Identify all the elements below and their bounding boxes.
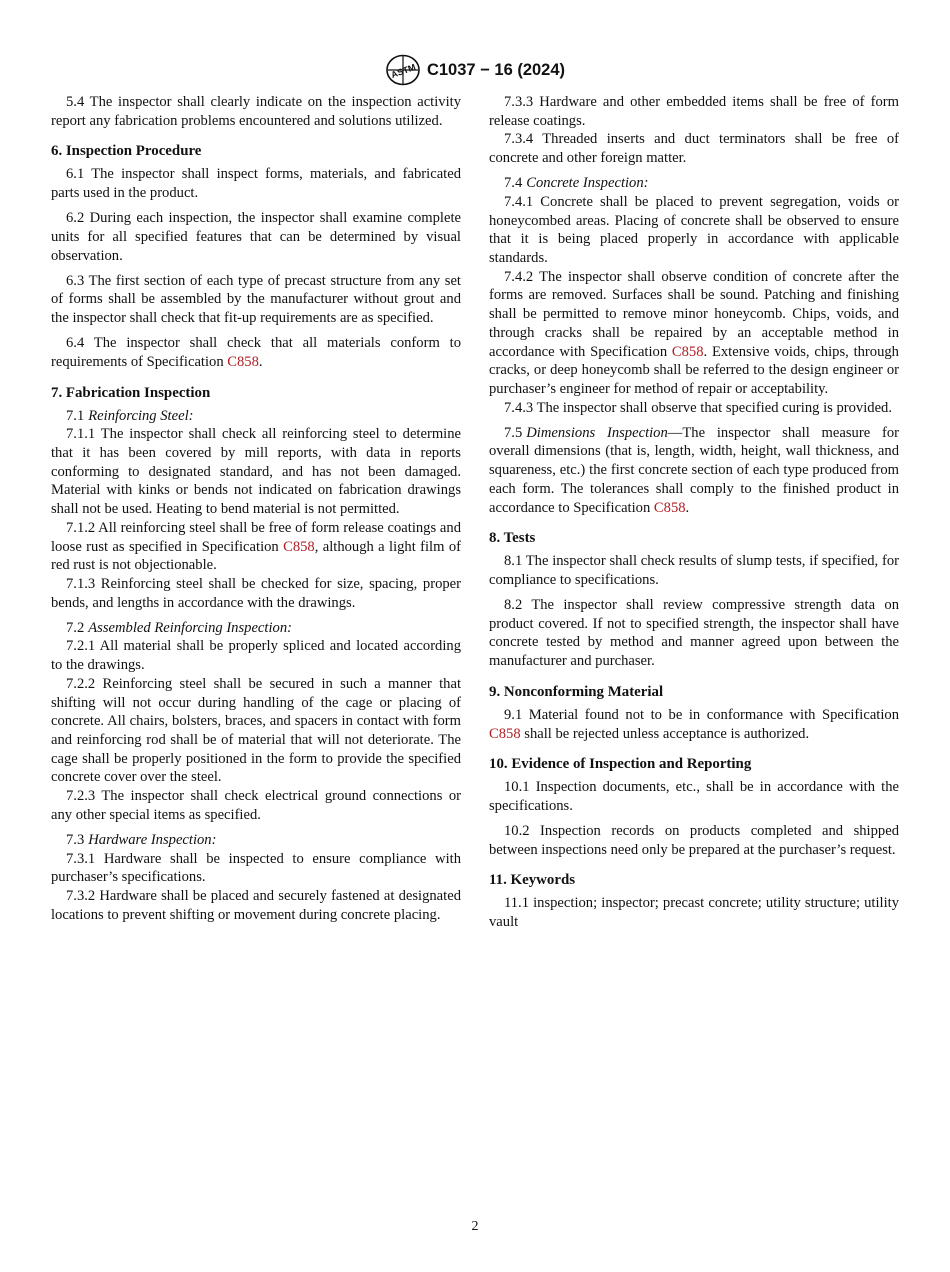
document-designation: C1037 − 16 (2024) — [426, 60, 566, 79]
paragraph-7-1 — [51, 407, 461, 426]
c858-link[interactable]: C858 — [671, 343, 704, 360]
paragraph-7-1-3: 7.1.3 Reinforcing steel shall be checked for size, spacing, proper bends, and lengths in accordance with the drawings. — [51, 575, 461, 611]
paragraph-8-1: 8.1 The inspector shall check results of slump tests, if specified, for compliance to specifications. — [489, 553, 899, 588]
paragraph-10-2: 10.2 Inspection records on products completed and shipped between inspections need only be prepared at the purchaser’s request. — [489, 823, 899, 858]
paragraph-7-4-number: 7.4 — [504, 175, 523, 192]
paragraph-7-3-title: Hardware Inspection: — [88, 831, 217, 848]
c858-link[interactable]: C858 — [283, 538, 315, 555]
paragraph-9-1 — [489, 706, 899, 743]
paragraph-7-4-2-end: . Extensive voids, chips, through cracks, or deep honeycomb shall be referred to the design engineer or purchaser’s engineer for method of repair or acceptability. — [489, 343, 899, 397]
c858-link[interactable]: C858 — [489, 725, 521, 742]
paragraph-7-4-title: Concrete Inspection: — [526, 175, 649, 192]
paragraph-7-1-title: Reinforcing Steel: — [88, 407, 194, 424]
paragraph-8-2: 8.2 The inspector shall review compressive strength data on product covered. If not to specified strength, the inspector shall have concrete tested by method and manner agreed upon between the manufacturer and purchaser. — [489, 597, 899, 670]
paragraph-7-1-number: 7.1 — [66, 407, 85, 424]
paragraph-7-1-2-end: , although a light film of red rust is not objectionable. — [51, 538, 461, 574]
paragraph-7-3-3: 7.3.3 Hardware and other embedded items shall be free of form release coatings. — [489, 94, 899, 129]
paragraph-7-3-4: 7.3.4 Threaded inserts and duct terminators shall be free of concrete and other foreign matter. — [489, 131, 899, 167]
section-6-heading: 6. Inspection Procedure — [51, 143, 202, 160]
paragraph-7-4-2 — [489, 268, 899, 399]
paragraph-7-4 — [489, 174, 899, 193]
paragraph-9-1-end: shall be rejected unless acceptance is authorized. — [520, 725, 810, 742]
paragraph-7-5 — [489, 424, 899, 518]
paragraph-7-3-1: 7.3.1 Hardware shall be inspected to ensure compliance with purchaser’s specifications. — [51, 850, 461, 886]
paragraph-7-3-2: 7.3.2 Hardware shall be placed and securely fastened at designated locations to prevent shifting or movement during concrete placing. — [51, 887, 461, 923]
paragraph-7-2-2: 7.2.2 Reinforcing steel shall be secured in such a manner that shifting will not occur during handling of the cage or placing of concrete. All chairs, bolsters, braces, and spacers in contact with form and reinforcing rod shall be of material that will not deteriorate. The cage shall be properly positioned in the form to provide the specified concrete cover over the steel. — [51, 675, 461, 786]
section-11-heading: 11. Keywords — [489, 872, 576, 889]
paragraph-7-2-1: 7.2.1 All material shall be properly spliced and located according to the drawings. — [51, 638, 461, 674]
page-header — [0, 52, 950, 88]
c858-link[interactable]: C858 — [653, 499, 686, 516]
paragraph-7-5-text: —The inspector shall measure for overall dimensions (that is, length, width, height, wall thickness, and squareness, etc.) the first concrete section of each type produced from each form. The tolerances shall comply to the finished product in accordance to Specification — [489, 424, 900, 516]
left-column — [51, 93, 461, 924]
paragraph-6-4-text: 6.4 The inspector shall check that all materials conform to requirements of Specification — [51, 335, 461, 370]
paragraph-7-2-3: 7.2.3 The inspector shall check electrical ground connections or any other special items as specified. — [51, 788, 461, 823]
paragraph-7-3-number: 7.3 — [66, 831, 85, 848]
paragraph-7-3 — [51, 831, 461, 850]
paragraph-10-1: 10.1 Inspection documents, etc., shall be in accordance with the specifications. — [489, 779, 899, 814]
right-column — [489, 93, 899, 932]
page-number: 2 — [471, 1219, 479, 1234]
section-7-heading: 7. Fabrication Inspection — [51, 384, 211, 401]
section-10-heading: 10. Evidence of Inspection and Reporting — [489, 756, 752, 773]
paragraph-7-1-2 — [51, 519, 461, 575]
paragraph-7-4-2-text: 7.4.2 The inspector shall observe condition of concrete after the forms are removed. Surfaces shall be sound. Patching and finishing shall be permitted to remove minor honeycomb. Chips, voids, and through cracks shall be repaired by an acceptable method in accordance with Specification — [489, 268, 899, 360]
paragraph-7-5-end: . — [685, 499, 690, 516]
paragraph-9-1-text: 9.1 Material found not to be in conformance with Specification — [504, 706, 899, 723]
paragraph-7-1-1: 7.1.1 The inspector shall check all reinforcing steel to determine that it has been covered by mill reports, with data in reports conforming to designated standard, and has not been damaged. Material with kinks or bends not indicated on fabrication drawings shall not be used. Heating to bend material is not permitted. — [51, 426, 461, 518]
paragraph-7-5-title: Dimensions Inspection — [526, 424, 668, 441]
paragraph-7-4-1: 7.4.1 Concrete shall be placed to prevent segregation, voids or honeycombed areas. Placing of concrete shall be observed to ensure that it is being placed properly in accordance with applicable standards. — [489, 193, 899, 267]
svg-text:ASTM: ASTM — [389, 61, 418, 80]
paragraph-7-2-number: 7.2 — [66, 619, 85, 636]
paragraph-7-4-3: 7.4.3 The inspector shall observe that specified curing is provided. — [504, 399, 892, 416]
paragraph-6-2: 6.2 During each inspection, the inspector shall examine complete units for all specified features that can be determined by visual observation. — [51, 210, 461, 264]
paragraph-5-4: 5.4 The inspector shall clearly indicate on the inspection activity report any fabrication problems encountered and solutions utilized. — [51, 94, 461, 129]
paragraph-6-4 — [51, 334, 461, 371]
section-8-heading: 8. Tests — [489, 530, 536, 547]
paragraph-7-2 — [51, 619, 461, 638]
section-9-heading: 9. Nonconforming Material — [489, 683, 664, 700]
paragraph-11-1: 11.1 inspection; inspector; precast concrete; utility structure; utility vault — [489, 895, 899, 931]
paragraph-7-5-number: 7.5 — [504, 424, 523, 441]
astm-logo-icon — [385, 54, 421, 86]
paragraph-6-1: 6.1 The inspector shall inspect forms, materials, and fabricated parts used in the product. — [51, 166, 461, 202]
paragraph-6-3: 6.3 The first section of each type of precast structure from any set of forms shall be assembled by the manufacturer without grout and the inspector shall check that fit-up requirements are as specified. — [51, 272, 461, 327]
c858-link[interactable]: C858 — [227, 353, 259, 370]
paragraph-7-2-title: Assembled Reinforcing Inspection: — [88, 619, 292, 636]
paragraph-6-4-end: . — [258, 353, 263, 370]
paragraph-7-1-2-text: 7.1.2 All reinforcing steel shall be free of form release coatings and loose rust as specified in Specification — [51, 519, 461, 555]
